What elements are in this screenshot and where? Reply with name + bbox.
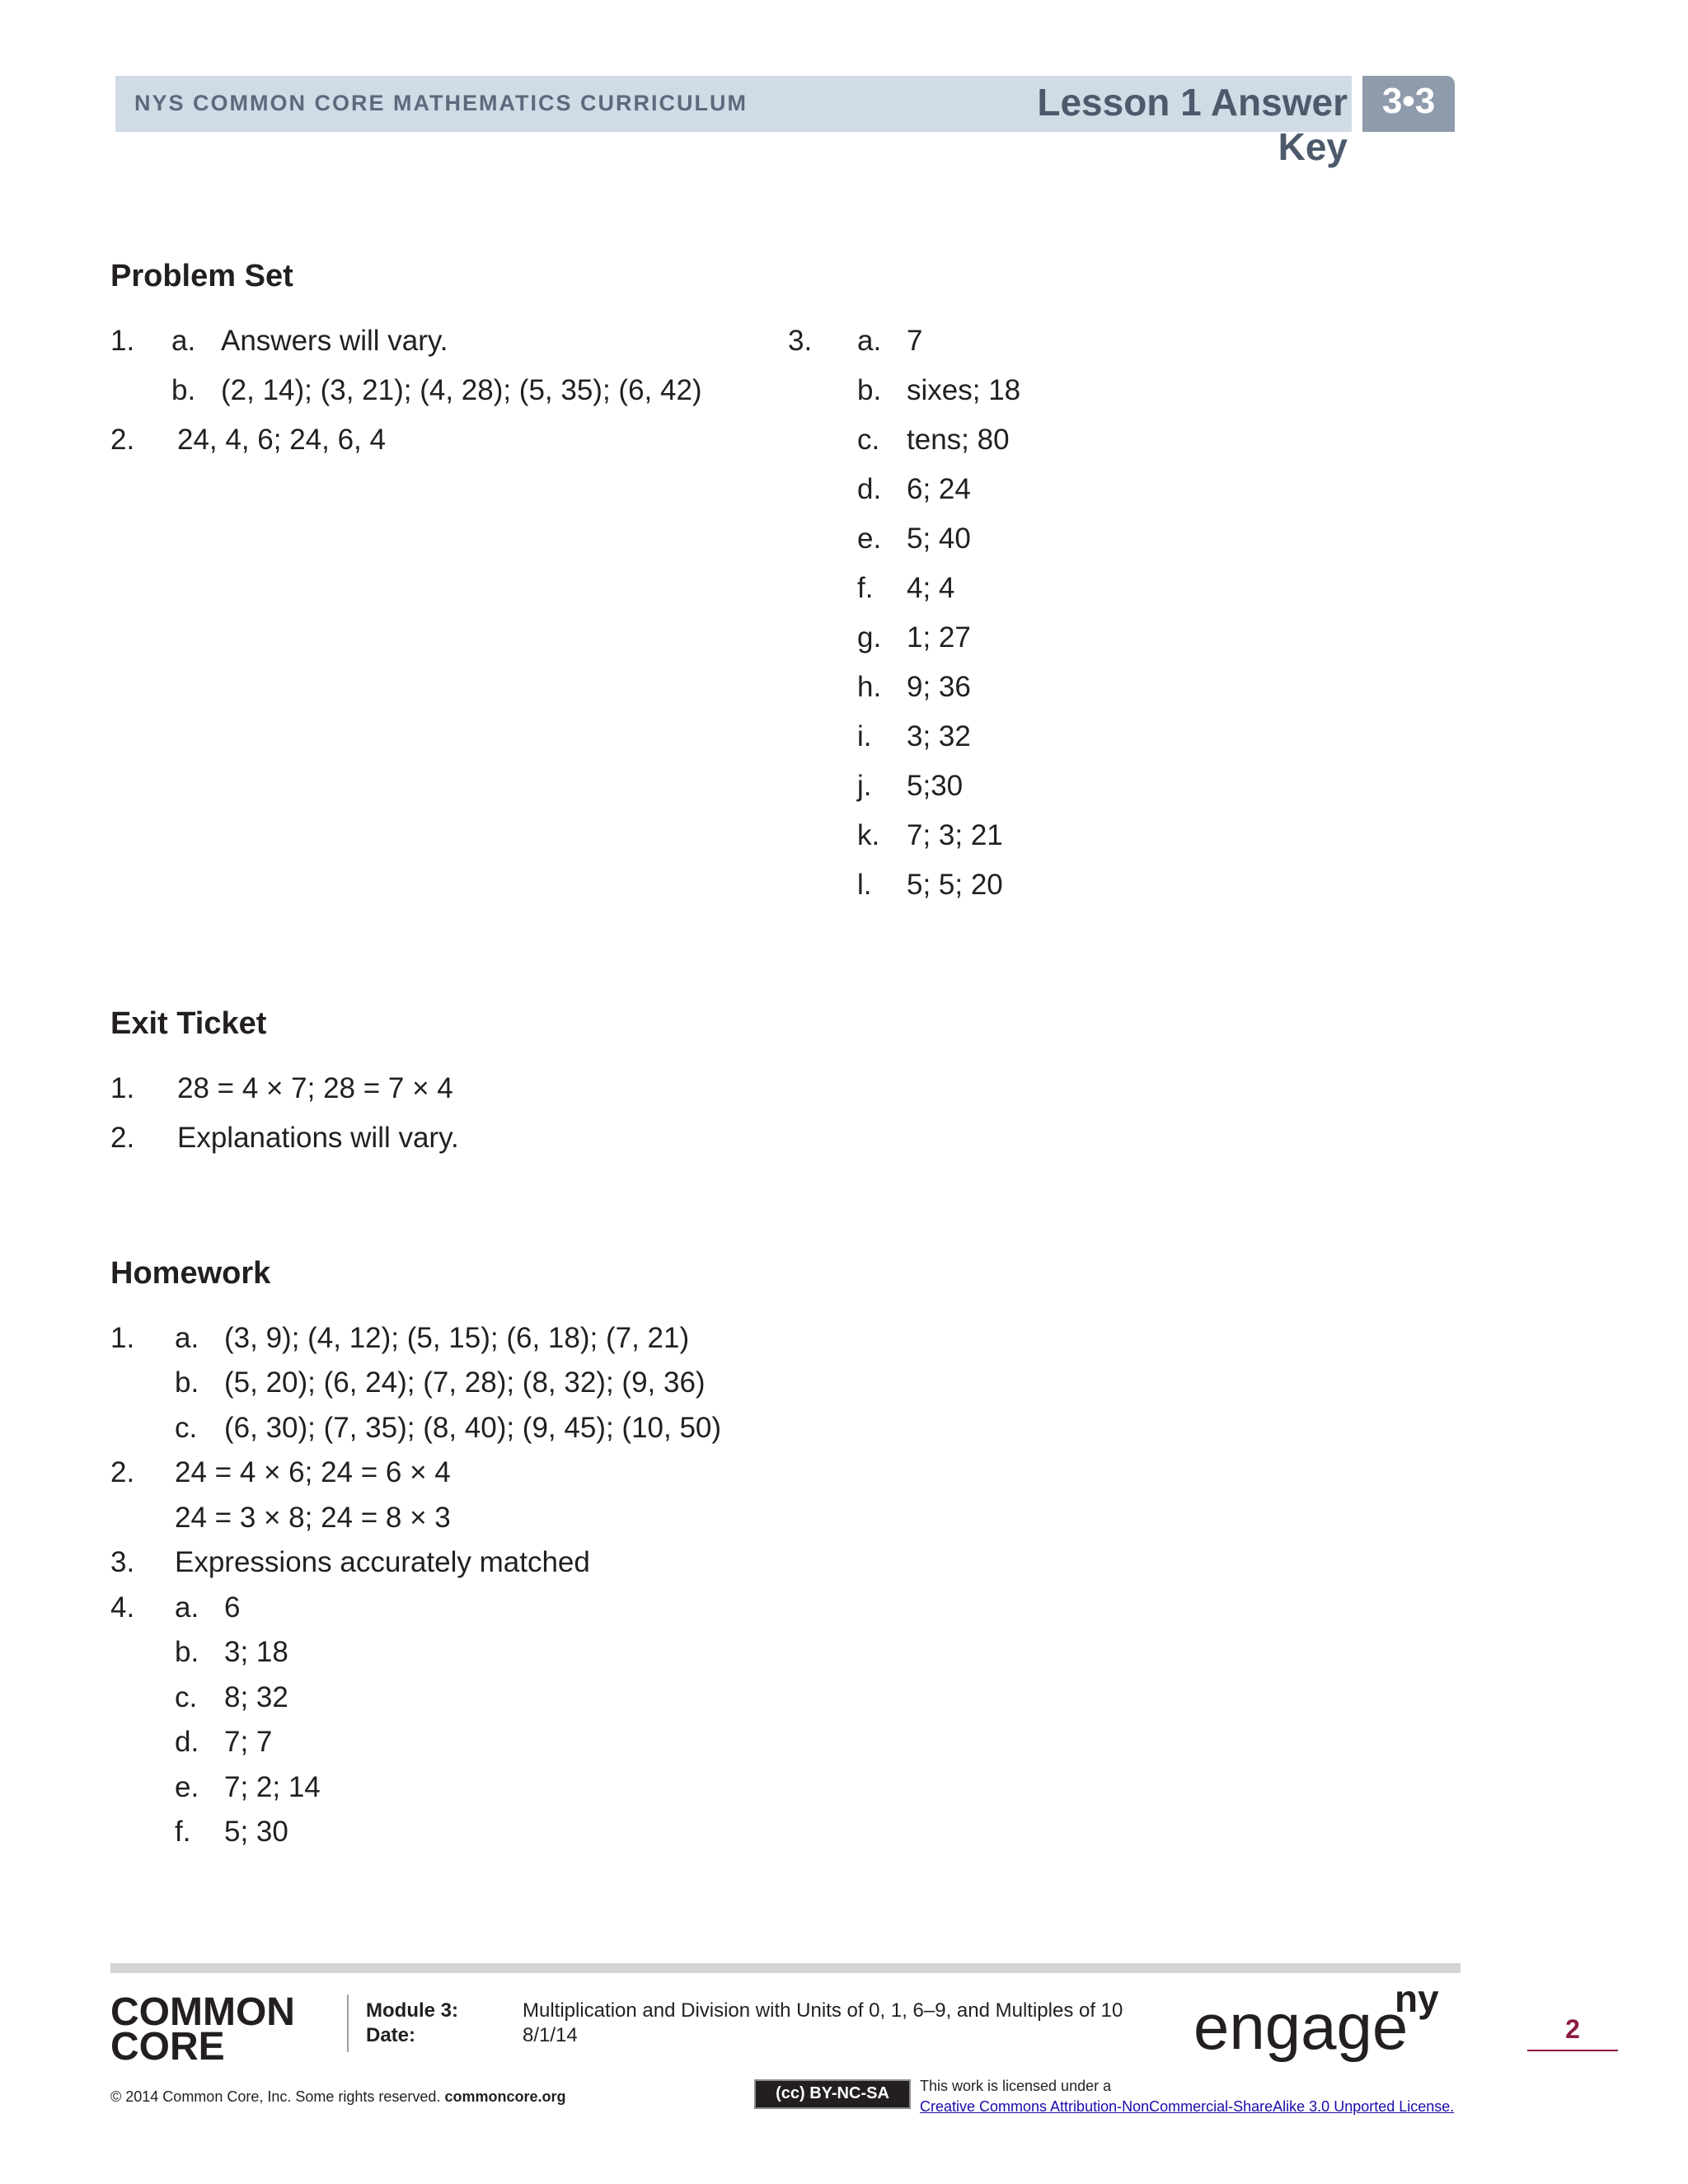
license-notice: This work is licensed under a	[920, 2078, 1112, 2094]
ps-q3-answer: sixes; 18	[907, 374, 1021, 406]
copyright-text: © 2014 Common Core, Inc. Some rights reserved.	[110, 2088, 441, 2105]
ps-q3-number: 3.	[788, 325, 813, 357]
cc-license-badge-label: (cc) BY-NC-SA	[776, 2084, 889, 2102]
page-number: 2	[1565, 2014, 1580, 2044]
et-q1-number: 1.	[110, 1072, 135, 1104]
hw-q4-letter: b.	[175, 1636, 199, 1668]
hw-q4-number: 4.	[110, 1591, 135, 1624]
copyright-site: commoncore.org	[444, 2088, 566, 2105]
date-value: 8/1/14	[523, 2024, 578, 2046]
hw-q3-answer: Expressions accurately matched	[175, 1546, 590, 1578]
hw-q1-letter: a.	[175, 1322, 199, 1354]
ps-q3-answer: tens; 80	[907, 424, 1010, 456]
module-value: Multiplication and Division with Units of 0, 1, 6–9, and Multiples of 10	[523, 1999, 1123, 2022]
ps-q3-letter: h.	[857, 671, 882, 703]
hw-q4-letter: a.	[175, 1591, 199, 1624]
copyright	[110, 2088, 565, 2106]
footer-divider	[347, 1994, 349, 2052]
hw-q4-letter: f.	[175, 1816, 191, 1848]
hw-q2-number: 2.	[110, 1456, 135, 1488]
hw-q4-letter: e.	[175, 1771, 199, 1803]
hw-q1-answer: (3, 9); (4, 12); (5, 15); (6, 18); (7, 21)	[224, 1322, 690, 1354]
date-label: Date:	[366, 2024, 416, 2046]
ps-q3-answer: 6; 24	[907, 473, 971, 505]
hw-q4-answer: 6	[224, 1591, 241, 1624]
ps-q3-letter: l.	[857, 869, 872, 901]
ps-q3-letter: k.	[857, 819, 880, 851]
hw-q4-answer: 5; 30	[224, 1816, 288, 1848]
ps-q1a-answer: Answers will vary.	[221, 325, 448, 357]
ps-q3-answer: 5; 40	[907, 523, 971, 555]
ps-q3-answer: 4; 4	[907, 572, 955, 604]
hw-q1-letter: c.	[175, 1412, 198, 1444]
ps-q3-answer: 7; 3; 21	[907, 819, 1003, 851]
page-number-underline	[1527, 2050, 1618, 2051]
ps-q3-answer: 5;30	[907, 770, 964, 802]
ps-q3-answer: 1; 27	[907, 621, 971, 654]
hw-q4-answer: 7; 7	[224, 1726, 273, 1758]
ps-q3-letter: f.	[857, 572, 874, 604]
ps-q3-letter: i.	[857, 720, 872, 752]
et-q2-answer: Explanations will vary.	[177, 1122, 459, 1154]
hw-q2-answer-line1: 24 = 4 × 6; 24 = 6 × 4	[175, 1456, 451, 1488]
homework-title: Homework	[110, 1256, 271, 1291]
hw-q4-answer: 7; 2; 14	[224, 1771, 321, 1803]
ps-q1b-letter: b.	[171, 374, 196, 406]
common-core-logo-line2: CORE	[110, 2025, 225, 2069]
hw-q1-answer: (5, 20); (6, 24); (7, 28); (8, 32); (9, 36)	[224, 1366, 706, 1399]
engageny-logo: engage	[1193, 1990, 1409, 2063]
hw-q1-answer: (6, 30); (7, 35); (8, 40); (9, 45); (10, 50)	[224, 1412, 722, 1444]
problem-set-title: Problem Set	[110, 259, 293, 293]
et-q1-answer: 28 = 4 × 7; 28 = 7 × 4	[177, 1072, 453, 1104]
ps-q3-answer: 7	[907, 325, 923, 357]
et-q2-number: 2.	[110, 1122, 135, 1154]
common-core-logo-line1: COMMON	[110, 1990, 295, 2034]
ps-q3-letter: e.	[857, 523, 882, 555]
hw-q4-answer: 8; 32	[224, 1681, 288, 1713]
hw-q2-answer-line2: 24 = 3 × 8; 24 = 8 × 3	[175, 1502, 451, 1534]
exit-ticket-title: Exit Ticket	[110, 1006, 267, 1041]
hw-q4-letter: c.	[175, 1681, 198, 1713]
ps-q3-letter: g.	[857, 621, 882, 654]
hw-q3-number: 3.	[110, 1546, 135, 1578]
footer-rule	[110, 1963, 1461, 1973]
hw-q1-number: 1.	[110, 1322, 135, 1354]
hw-q4-letter: d.	[175, 1726, 199, 1758]
module-label: Module 3:	[366, 1999, 458, 2022]
license-link[interactable]: Creative Commons Attribution-NonCommercial-ShareAlike 3.0 Unported License.	[920, 2098, 1455, 2115]
ps-q2-answer: 24, 4, 6; 24, 6, 4	[177, 424, 386, 456]
hw-q4-answer: 3; 18	[224, 1636, 288, 1668]
ps-q3-answer: 9; 36	[907, 671, 971, 703]
curriculum-title: NYS COMMON CORE MATHEMATICS CURRICULUM	[134, 91, 748, 115]
ps-q1b-answer: (2, 14); (3, 21); (4, 28); (5, 35); (6, 42)	[221, 374, 702, 406]
ps-q3-answer: 3; 32	[907, 720, 971, 752]
ps-q3-letter: a.	[857, 325, 882, 357]
hw-q1-letter: b.	[175, 1366, 199, 1399]
ps-q1a-letter: a.	[171, 325, 196, 357]
grade-module-badge-label: 3•3	[1381, 81, 1436, 121]
ps-q3-letter: j.	[857, 770, 872, 802]
ps-q3-letter: d.	[857, 473, 882, 505]
ps-q1-number: 1.	[110, 325, 135, 357]
ps-q3-letter: c.	[857, 424, 880, 456]
ps-q2-number: 2.	[110, 424, 135, 456]
ps-q3-answer: 5; 5; 20	[907, 869, 1003, 901]
ps-q3-letter: b.	[857, 374, 882, 406]
engageny-logo-superscript: ny	[1395, 1977, 1439, 2020]
lesson-title: Lesson 1 Answer Key	[1037, 81, 1348, 168]
